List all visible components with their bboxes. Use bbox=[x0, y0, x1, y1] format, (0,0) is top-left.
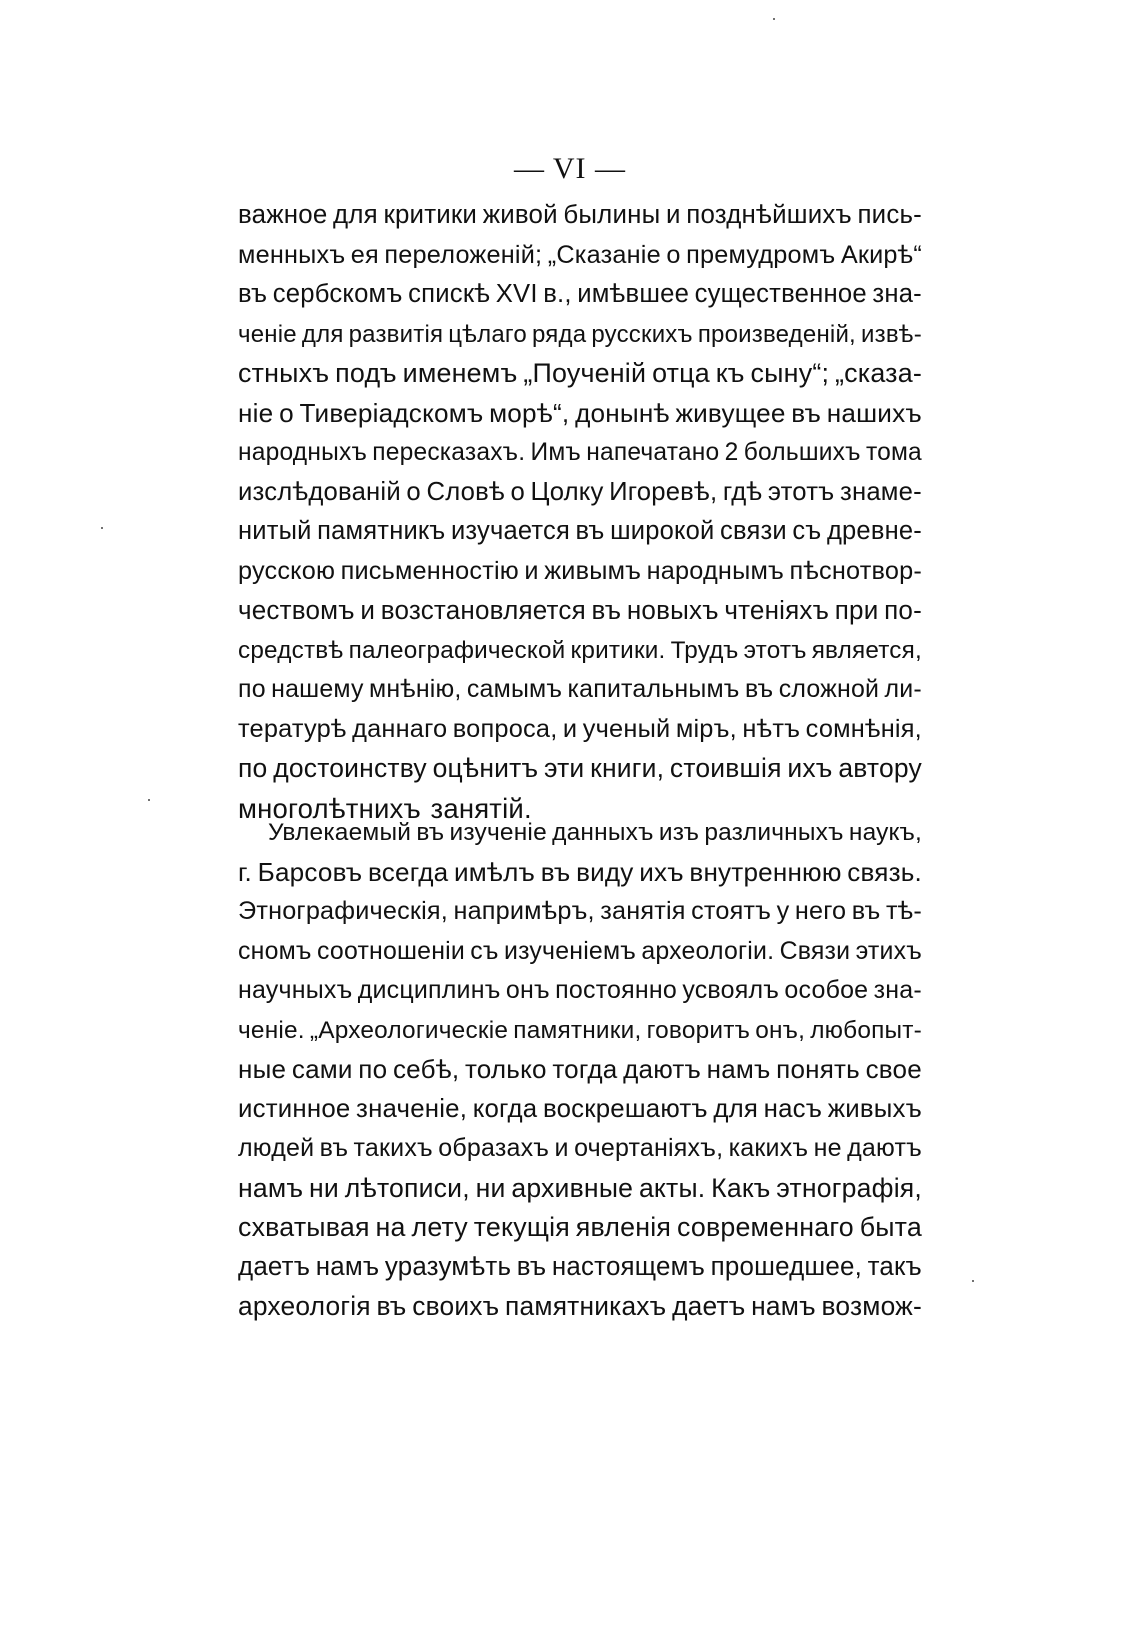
text-line: сномъ соотношеніи съ изученіемъ археологіи. Связи этихъ bbox=[238, 936, 922, 965]
text-line: народныхъ пересказахъ. Имъ напечатано 2 большихъ тома bbox=[238, 439, 922, 466]
text-line: схватывая на лету текущія явленія современнаго быта bbox=[238, 1212, 922, 1242]
text-line: русскою письменностію и живымъ народнымъ пѣснотвор- bbox=[238, 556, 922, 585]
text-line: археологія въ своихъ памятникахъ даетъ намъ возмож- bbox=[238, 1291, 922, 1321]
text-line: людей въ такихъ образахъ и очертаніяхъ, какихъ не даютъ bbox=[238, 1134, 922, 1162]
text-line: средствѣ палеографической критики. Трудъ этотъ является, bbox=[238, 636, 922, 664]
text-line: Увлекаемый въ изученіе данныхъ изъ различныхъ наукъ, bbox=[268, 819, 922, 846]
text-line: ченіе. „Археологическіе памятники, говоритъ онъ, любопыт- bbox=[238, 1016, 922, 1044]
text-line: стныхъ подъ именемъ „Поученій отца къ сыну“; „сказа- bbox=[238, 358, 922, 388]
text-line: изслѣдованій о Словѣ о Цолку Игоревѣ, гдѣ этотъ знаме- bbox=[238, 477, 922, 506]
text-line: г. Барсовъ всегда имѣлъ въ виду ихъ внутреннюю связь. bbox=[238, 856, 922, 887]
text-line: даетъ намъ уразумѣть въ настоящемъ прошедшее, такъ bbox=[238, 1252, 922, 1281]
text-line: нитый памятникъ изучается въ широкой связи съ древне- bbox=[238, 517, 922, 545]
text-line: многолѣтнихъ занятій. bbox=[238, 792, 532, 824]
text-line: истинное значеніе, когда воскрешаютъ для насъ живыхъ bbox=[238, 1094, 922, 1123]
text-line: Этнографическія, напримѣръ, занятія стоятъ у него въ тѣ- bbox=[238, 897, 922, 925]
scan-speck bbox=[972, 1280, 974, 1282]
text-line: по нашему мнѣнію, самымъ капитальнымъ въ сложной ли- bbox=[238, 675, 922, 703]
text-line: ніе о Тиверіадскомъ морѣ“, донынѣ живущее въ нашихъ bbox=[238, 397, 922, 428]
scan-speck bbox=[101, 527, 103, 529]
paragraph-2 bbox=[238, 813, 922, 1327]
text-line: въ сербскомъ спискѣ XVI в., имѣвшее существенное зна- bbox=[238, 280, 922, 308]
paragraph-1 bbox=[238, 196, 922, 828]
page-number: — VI — bbox=[513, 152, 627, 185]
text-line: менныхъ ея переложеній; „Сказаніе о премудромъ Акирѣ“ bbox=[238, 240, 922, 269]
text-line: по достоинству оцѣнитъ эти книги, стоившія ихъ автору bbox=[238, 753, 922, 783]
text-line: важное для критики живой былины и позднѣйшихъ пись- bbox=[238, 201, 922, 229]
text-line: тературѣ даннаго вопроса, и ученый міръ, нѣтъ сомнѣнія, bbox=[238, 714, 922, 743]
text-line: намъ ни лѣтописи, ни архивные акты. Какъ этнографія, bbox=[238, 1172, 922, 1203]
text-line: чествомъ и возстановляется въ новыхъ чтеніяхъ при по- bbox=[238, 595, 922, 625]
scan-speck bbox=[773, 18, 775, 20]
scan-speck bbox=[148, 799, 150, 801]
text-line: ные сами по себѣ, только тогда даютъ намъ понять свое bbox=[238, 1054, 922, 1084]
text-line: научныхъ дисциплинъ онъ постоянно усвоялъ особое зна- bbox=[238, 976, 922, 1004]
text-line: ченіе для развитія цѣлаго ряда русскихъ произведеній, извѣ- bbox=[238, 320, 922, 348]
